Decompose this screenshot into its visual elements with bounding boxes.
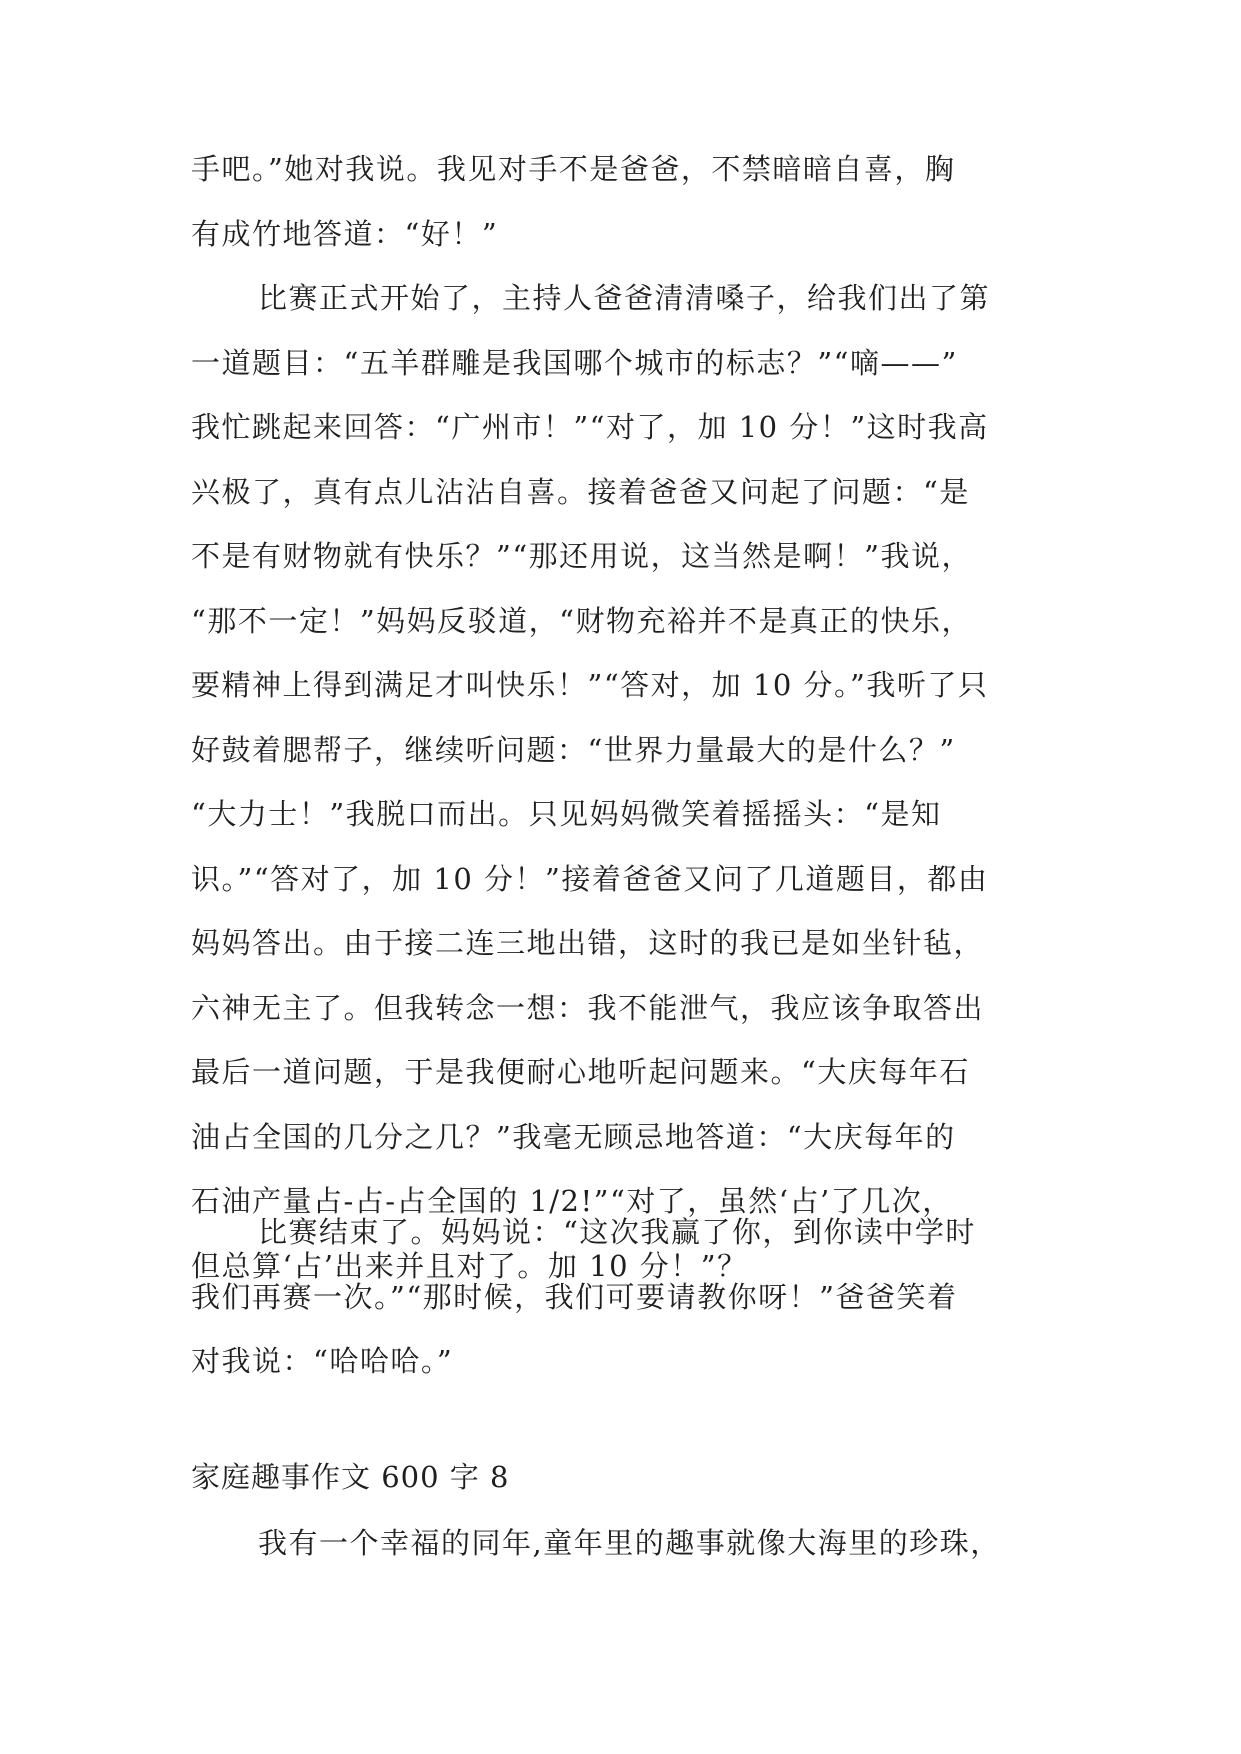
- paragraph-line: 比赛结束了。妈妈说：“这次我赢了你，到你读中学时: [258, 1215, 976, 1249]
- paragraph-line: 我忙跳起来回答：“广州市！”“对了，加 10 分！”这时我高: [191, 410, 989, 444]
- paragraph-line: 对我说：“哈哈哈。”: [191, 1344, 454, 1378]
- paragraph-line: 有成竹地答道：“好！”: [191, 216, 499, 251]
- paragraph-line: 石油产量占-占-占全国的 1/2!”“对了，虽然‘占’了几次，: [191, 1184, 953, 1218]
- paragraph-line: 识。”“答对了，加 10 分！”接着爸爸又问了几道题目，都由: [191, 861, 989, 896]
- paragraph-line: 手吧。”她对我说。我见对手不是爸爸，不禁暗暗自喜，胸: [191, 152, 956, 186]
- paragraph-line: 要精神上得到满足才叫快乐！”“答对，加 10 分。”我听了只: [191, 668, 989, 702]
- paragraph-line: 油占全国的几分之几？”我毫无顾忌地答道：“大庆每年的: [191, 1119, 956, 1154]
- paragraph-line: 比赛正式开始了，主持人爸爸清清嗓子，给我们出了第: [258, 281, 991, 315]
- section-first-line: 我有一个幸福的同年,童年里的趣事就像大海里的珍珠，: [258, 1526, 1001, 1560]
- paragraph-3: [191, 1200, 1051, 1394]
- paragraph-line: 不是有财物就有快乐？”“那还用说，这当然是啊！”我说，: [191, 539, 972, 573]
- paragraph-line: “那不一定！”妈妈反驳道，“财物充裕并不是真正的快乐，: [191, 603, 972, 638]
- paragraph-line: “大力士！”我脱口而出。只见妈妈微笑着摇摇头：“是知: [191, 797, 942, 831]
- paragraph-line: 妈妈答出。由于接二连三地出错，这时的我已是如坐针毡，: [191, 926, 985, 960]
- paragraph-line: 但总算‘占’出来并且对了。加 10 分！”？: [191, 1248, 748, 1283]
- paragraph-1: [191, 137, 1051, 266]
- paragraph-2: [191, 266, 1051, 1298]
- paragraph-line: 兴极了，真有点儿沾沾自喜。接着爸爸又问起了问题：“是: [191, 474, 970, 509]
- paragraph-line: 六神无主了。但我转念一想：我不能泄气，我应该争取答出: [191, 990, 985, 1025]
- paragraph-line: 一道题目：“五羊群雕是我国哪个城市的标志？”“嘀——”: [191, 345, 958, 380]
- paragraph-line: 好鼓着腮帮子，继续听问题：“世界力量最大的是什么？”: [191, 732, 956, 767]
- section-heading: 家庭趣事作文 600 字 8: [191, 1460, 510, 1494]
- paragraph-line: 我们再赛一次。”“那时候，我们可要请教你呀！”爸爸笑着: [191, 1279, 958, 1314]
- paragraph-line: 最后一道问题，于是我便耐心地听起问题来。“大庆每年石: [191, 1055, 970, 1089]
